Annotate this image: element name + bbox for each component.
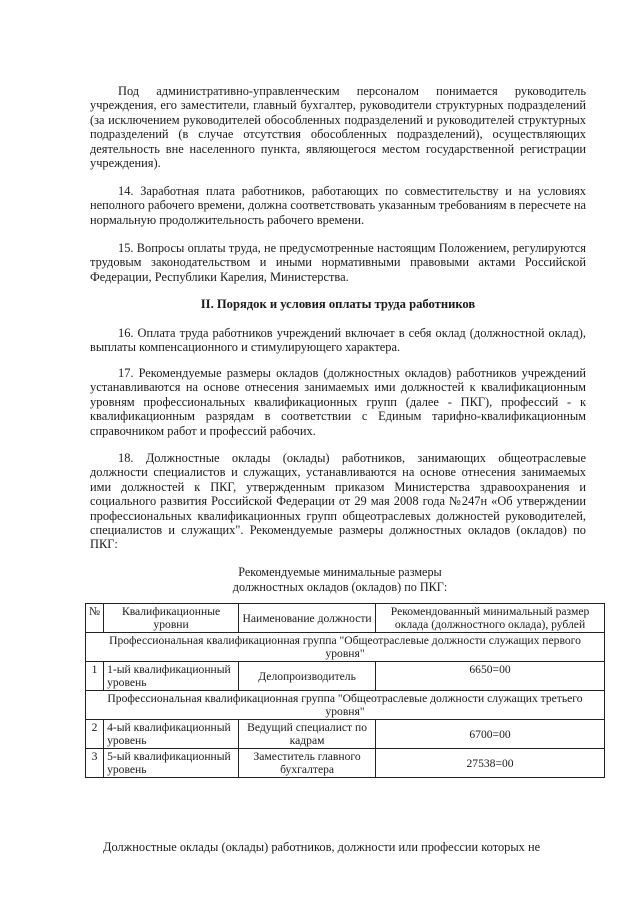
paragraph-admin-staff: Под административно-управленческим персоналом понимается руководитель учреждения, его заместители, главный бухгалтер, руководители структурных подразделений (за исключением руководителей обособленных подразделений и руководителей структурных подразделений (в случае отсутствия обособленных подразделений), осуществляющих деятельность вне населенного пункта, являющегося местом государственной регистрации учреждения). — [90, 84, 586, 171]
table-group-row — [86, 633, 605, 662]
row2-position: Ведущий специалист по кадрам — [239, 720, 376, 749]
header-position: Наименование должности — [239, 604, 376, 633]
paragraph-15: 15. Вопросы оплаты труда, не предусмотренные настоящим Положением, регулируются трудовым законодательством и иными нормативными правовыми актами Российской Федерации, Республики Карелия, Министерства. — [90, 241, 586, 284]
row2-salary: 6700=00 — [376, 720, 605, 749]
row1-level: 1-ый квалификационный уровень — [104, 662, 239, 691]
paragraph-14: 14. Заработная плата работников, работающих по совместительству и на условиях неполного рабочего времени, должна соответствовать указанным требованиям в пересчете на нормальную продолжительность рабочего времени. — [90, 184, 586, 227]
table-caption-line2: должностных окладов (окладов) по ПКГ: — [232, 580, 448, 594]
row1-position: Делопроизводитель — [239, 662, 376, 691]
row1-salary: 6650=00 — [376, 662, 605, 691]
row1-num: 1 — [86, 662, 104, 691]
row3-num: 3 — [86, 749, 104, 778]
paragraph-tail: Должностные оклады (оклады) работников, должности или профессии которых не — [103, 840, 541, 854]
group-first-level: Профессиональная квалификационная группа "Общеотраслевые должности служащих первого уровня" — [86, 633, 605, 662]
table-row — [86, 662, 605, 691]
table-caption-line1: Рекомендуемые минимальные размеры — [238, 565, 442, 579]
row2-level: 4-ый квалификационный уровень — [104, 720, 239, 749]
row3-position: Заместитель главного бухгалтера — [239, 749, 376, 778]
group-third-level: Профессиональная квалификационная группа "Общеотраслевые должности служащих третьего уровня" — [86, 691, 605, 720]
header-level: Квалификационные уровни — [104, 604, 239, 633]
row2-num: 2 — [86, 720, 104, 749]
table-caption — [190, 565, 490, 595]
table-header-row — [86, 604, 605, 633]
header-salary: Рекомендованный минимальный размер оклада (должностного оклада), рублей — [376, 604, 605, 633]
paragraph-17: 17. Рекомендуемые размеры окладов (должностных окладов) работников учреждений устанавливаются на основе отнесения занимаемых ими должностей к квалификационным уровням профессиональных квалификационных групп (далее - ПКГ), профессий - к квалификационным разрядам в соответствии с Единым тарифно-квалификационным справочником работ и профессий рабочих. — [90, 366, 586, 438]
row3-salary: 27538=00 — [376, 749, 605, 778]
table-row — [86, 720, 605, 749]
table-group-row — [86, 691, 605, 720]
table-row — [86, 749, 605, 778]
salary-table — [85, 603, 605, 778]
section-heading: II. Порядок и условия оплаты труда работников — [200, 297, 476, 311]
row3-level: 5-ый квалификационный уровень — [104, 749, 239, 778]
paragraph-16: 16. Оплата труда работников учреждений включает в себя оклад (должностной оклад), выплаты компенсационного и стимулирующего характера. — [90, 326, 586, 355]
paragraph-18: 18. Должностные оклады (оклады) работников, занимающих общеотраслевые должности специалистов и служащих, устанавливаются на основе отнесения занимаемых ими должностей к ПКГ, утвержденным приказом Министерства здравоохранения и социального развития Российской Федерации от 29 мая 2008 года №247н «Об утверждении профессиональных квалификационных групп общеотраслевых должностей руководителей, специалистов и служащих". Рекомендуемые размеры должностных окладов (окладов) по ПКГ: — [90, 451, 586, 552]
header-num: № — [86, 604, 104, 633]
